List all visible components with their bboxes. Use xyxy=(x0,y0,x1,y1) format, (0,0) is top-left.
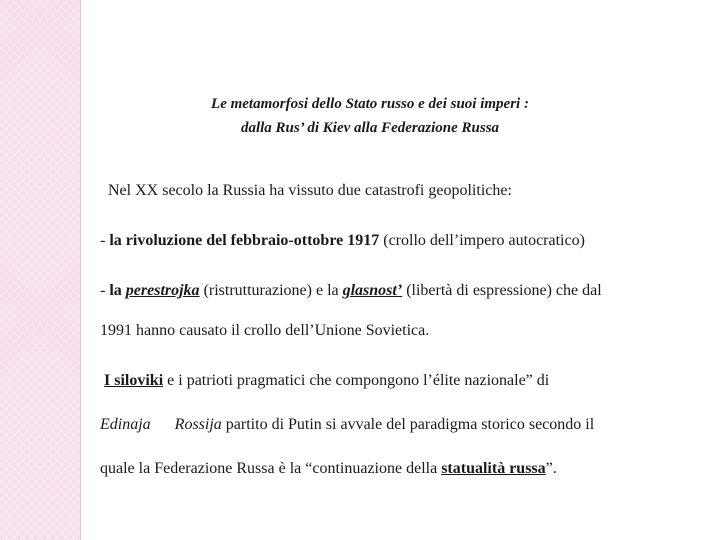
term-perestrojka: perestrojka xyxy=(125,282,200,299)
para-2-line-3-pre: quale la Federazione Russa è la “continuazione della xyxy=(100,460,442,477)
item-1-bold: la rivoluzione del febbraio-ottobre 1917 xyxy=(109,232,380,249)
item-2-prefix: - xyxy=(100,282,110,299)
intro-line: Nel XX secolo la Russia ha vissuto due catastrofi geopolitiche: xyxy=(108,182,512,199)
item-2-line-2: 1991 hanno causato il crollo dell’Unione Sovietica. xyxy=(100,322,430,339)
item-2-line-1 xyxy=(100,282,602,300)
term-statualita-russa: statualità russa xyxy=(441,460,546,477)
para-2-line-1 xyxy=(104,372,549,390)
para-2-rest-2: partito di Putin si avvale del paradigma storico secondo il xyxy=(221,416,595,433)
item-2-rest: (libertà di espressione) che dal xyxy=(402,282,602,299)
para-2-rest-1: e i patrioti pragmatici che compongono l’élite nazionale” di xyxy=(163,372,550,389)
para-2-line-3-post: ”. xyxy=(545,460,557,477)
decorative-side-band xyxy=(0,0,80,540)
title-line-1: Le metamorfosi dello Stato russo e dei suoi imperi : xyxy=(211,96,529,112)
slide-title xyxy=(150,92,590,140)
item-1-rest: (crollo dell’impero autocratico) xyxy=(379,232,585,249)
item-2-mid: (ristrutturazione) e la xyxy=(199,282,343,299)
party-edinaja: Edinaja xyxy=(100,416,151,433)
side-divider xyxy=(80,0,81,540)
party-rossija: Rossija xyxy=(174,416,222,433)
term-glasnost: glasnost’ xyxy=(342,282,403,299)
title-line-2: dalla Rus’ di Kiev alla Federazione Russa xyxy=(240,120,500,136)
term-siloviki: I siloviki xyxy=(104,372,164,389)
item-2-la: la xyxy=(109,282,126,299)
para-2-line-2 xyxy=(100,416,594,434)
item-1-line xyxy=(100,232,585,250)
para-2-line-3 xyxy=(100,460,557,478)
item-1-prefix: - xyxy=(100,232,110,249)
